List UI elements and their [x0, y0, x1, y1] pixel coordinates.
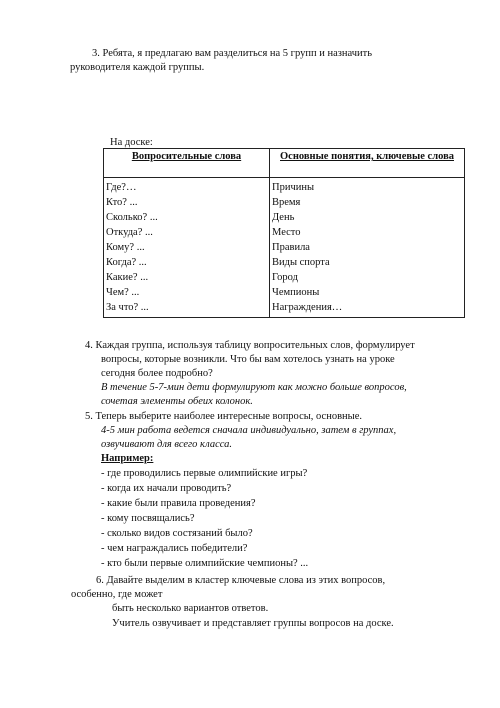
question-words-list [104, 178, 269, 315]
question-item: - где проводились первые олимпийские игры? [101, 468, 308, 479]
list-item: Где?… [106, 182, 137, 193]
list-item: Причины [272, 182, 315, 193]
item5-note1: 4-5 мин работа ведется сначала индивидуально, затем в группах, [101, 425, 397, 436]
list-item: Правила [272, 242, 310, 253]
item6-line1: 6. Давайте выделим в кластер ключевые слова из этих вопросов, [96, 575, 386, 586]
list-item: Чемпионы [272, 287, 320, 298]
list-item: Какие? ... [106, 272, 149, 283]
question-item: - когда их начали проводить? [101, 483, 232, 494]
list-item: Место [272, 227, 301, 238]
question-words-table [103, 148, 465, 318]
question-item: - сколько видов состязаний было? [101, 528, 253, 539]
question-item: - кому посвящались? [101, 513, 195, 524]
list-item: За что? ... [106, 302, 149, 313]
table-body-row [104, 178, 465, 318]
list-item: Город [272, 272, 298, 283]
question-words-cell [104, 178, 270, 318]
item4-note1: В течение 5-7-мин дети формулируют как можно больше вопросов, [101, 382, 407, 393]
item5-note2: озвучивают для всего класса. [101, 439, 233, 450]
item3-line1: 3. Ребята, я предлагаю вам разделиться на 5 групп и назначить [92, 48, 373, 59]
list-item: День [272, 212, 295, 223]
list-item: Награждения… [272, 302, 343, 313]
list-item: Чем? ... [106, 287, 140, 298]
list-item: Кто? ... [106, 197, 138, 208]
item6-line4: Учитель озвучивает и представляет группы вопросов на доске. [112, 618, 394, 629]
list-item: Когда? ... [106, 257, 147, 268]
item4-line2: вопросы, которые возникли. Что бы вам хотелось узнать на уроке [101, 354, 395, 365]
item6-line3: быть несколько вариантов ответов. [112, 603, 269, 614]
table-header-row [104, 149, 465, 178]
item3-line2: руководителя каждой группы. [70, 62, 205, 73]
list-item: Откуда? ... [106, 227, 153, 238]
question-item: - кто были первые олимпийские чемпионы? ... [101, 558, 309, 569]
header-question-words: Вопросительные слова [104, 149, 270, 178]
item6-line2: особенно, где может [71, 589, 163, 600]
item4-line3: сегодня более подробно? [101, 368, 213, 379]
item4-line1: 4. Каждая группа, используя таблицу вопросительных слов, формулирует [85, 340, 415, 351]
list-item: Виды спорта [272, 257, 330, 268]
key-concepts-list [270, 178, 464, 315]
example-label: Например: [101, 453, 154, 464]
item4-note2: сочетая элементы обеих колонок. [101, 396, 253, 407]
list-item: Кому? ... [106, 242, 145, 253]
question-item: - чем награждались победители? [101, 543, 248, 554]
list-item: Время [272, 197, 301, 208]
question-item: - какие были правила проведения? [101, 498, 256, 509]
list-item: Сколько? ... [106, 212, 158, 223]
key-concepts-cell [270, 178, 465, 318]
header-key-concepts: Основные понятия, ключевые слова [270, 149, 465, 178]
item5-line1: 5. Теперь выберите наиболее интересные вопросы, основные. [85, 411, 362, 422]
board-label: На доске: [110, 137, 153, 148]
